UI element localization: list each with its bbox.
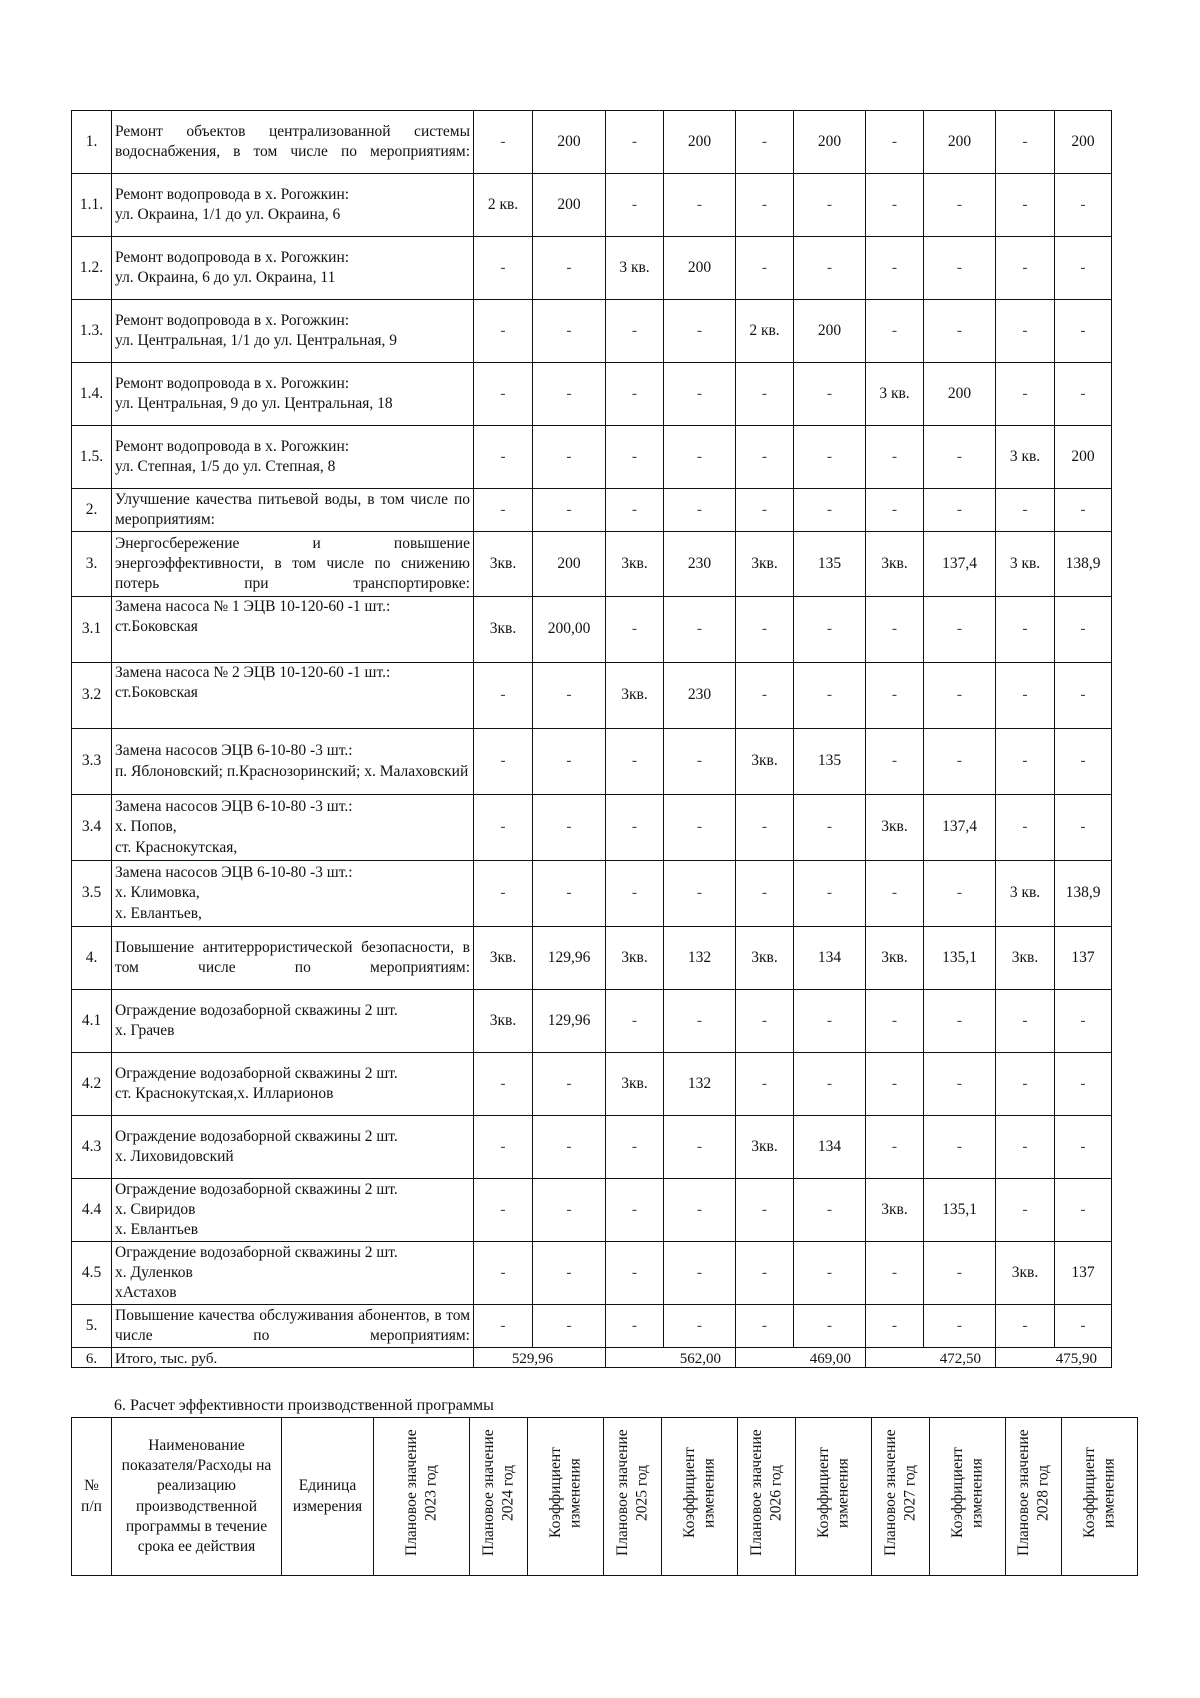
value-cell: 200: [533, 532, 606, 597]
value-cell: -: [664, 489, 736, 532]
total-value: 475,90: [996, 1348, 1112, 1368]
value-cell: -: [606, 174, 664, 237]
value-cell: -: [794, 861, 866, 927]
value-cell: 2 кв.: [474, 174, 533, 237]
value-cell: 3кв.: [474, 532, 533, 597]
value-cell: -: [794, 1305, 866, 1348]
row-description: Ремонт объектов централизованной системы водоснабжения, в том числе по мероприятиям:: [112, 111, 474, 174]
value-cell: -: [924, 990, 996, 1053]
efficiency-table: [71, 1417, 1138, 1576]
value-cell: -: [866, 861, 924, 927]
value-cell: 137: [1055, 1242, 1112, 1305]
value-cell: -: [606, 795, 664, 861]
value-cell: -: [474, 1116, 533, 1179]
value-cell: -: [866, 597, 924, 663]
value-cell: -: [866, 111, 924, 174]
value-cell: -: [533, 663, 606, 729]
value-cell: 200: [664, 111, 736, 174]
row-description: Ремонт водопровода в х. Рогожкин: ул. Окраина, 6 до ул. Окраина, 11: [112, 237, 474, 300]
value-cell: -: [736, 597, 794, 663]
value-cell: -: [474, 111, 533, 174]
value-cell: -: [924, 1053, 996, 1116]
value-cell: -: [924, 861, 996, 927]
value-cell: -: [474, 237, 533, 300]
section-title: 6. Расчет эффективности производственной программы: [114, 1397, 494, 1414]
total-label: Итого, тыс. руб.: [112, 1348, 474, 1368]
value-cell: 3кв.: [866, 795, 924, 861]
value-cell: -: [1055, 1053, 1112, 1116]
value-cell: -: [996, 1305, 1055, 1348]
value-cell: 3кв.: [474, 990, 533, 1053]
value-cell: -: [996, 111, 1055, 174]
value-cell: -: [736, 111, 794, 174]
value-cell: -: [533, 426, 606, 489]
row-description: Улучшение качества питьевой воды, в том числе по мероприятиям:: [112, 489, 474, 532]
value-cell: -: [924, 1305, 996, 1348]
row-number: 5.: [72, 1305, 112, 1348]
value-cell: -: [664, 174, 736, 237]
row-description: Повышение антитеррористической безопасности, в том числе по мероприятиям:: [112, 927, 474, 990]
header-cell: Коэффициент изменения: [528, 1418, 604, 1576]
row-number: 6.: [72, 1348, 112, 1368]
value-cell: 3 кв.: [866, 363, 924, 426]
value-cell: -: [794, 1179, 866, 1242]
value-cell: -: [794, 1242, 866, 1305]
value-cell: -: [924, 426, 996, 489]
value-cell: -: [474, 426, 533, 489]
value-cell: -: [606, 1116, 664, 1179]
value-cell: -: [794, 1053, 866, 1116]
total-value: 562,00: [606, 1348, 736, 1368]
value-cell: 230: [664, 663, 736, 729]
row-number: 1.5.: [72, 426, 112, 489]
value-cell: -: [1055, 363, 1112, 426]
value-cell: -: [866, 1053, 924, 1116]
row-description: Замена насоса № 2 ЭЦВ 10-120-60 -1 шт.: ст.Боковская: [112, 663, 474, 729]
row-number: 3.: [72, 532, 112, 597]
value-cell: 3 кв.: [606, 237, 664, 300]
value-cell: 135: [794, 729, 866, 795]
value-cell: -: [1055, 237, 1112, 300]
value-cell: 135: [794, 532, 866, 597]
row-number: 1.2.: [72, 237, 112, 300]
value-cell: -: [1055, 1179, 1112, 1242]
row-number: 4.3: [72, 1116, 112, 1179]
table-row: [72, 795, 1112, 861]
value-cell: -: [1055, 1116, 1112, 1179]
value-cell: -: [664, 300, 736, 363]
row-number: 1.1.: [72, 174, 112, 237]
value-cell: 3 кв.: [996, 532, 1055, 597]
value-cell: -: [736, 237, 794, 300]
value-cell: -: [736, 1053, 794, 1116]
value-cell: -: [533, 1116, 606, 1179]
value-cell: -: [794, 363, 866, 426]
value-cell: 138,9: [1055, 532, 1112, 597]
value-cell: -: [664, 729, 736, 795]
value-cell: -: [533, 795, 606, 861]
value-cell: 137,4: [924, 795, 996, 861]
row-description: Замена насосов ЭЦВ 6-10-80 -3 шт.: х. Попов, ст. Краснокутская,: [112, 795, 474, 861]
value-cell: -: [664, 795, 736, 861]
value-cell: 132: [664, 1053, 736, 1116]
value-cell: -: [866, 300, 924, 363]
value-cell: -: [474, 1305, 533, 1348]
table-row: [72, 990, 1112, 1053]
header-cell: Плановое значение 2025 год: [604, 1418, 662, 1576]
value-cell: 135,1: [924, 1179, 996, 1242]
value-cell: -: [736, 1305, 794, 1348]
value-cell: 3кв.: [996, 1242, 1055, 1305]
value-cell: 138,9: [1055, 861, 1112, 927]
value-cell: 3кв.: [606, 1053, 664, 1116]
value-cell: 3кв.: [866, 1179, 924, 1242]
value-cell: 3кв.: [996, 927, 1055, 990]
row-number: 4.5: [72, 1242, 112, 1305]
value-cell: -: [866, 1116, 924, 1179]
value-cell: -: [664, 1179, 736, 1242]
value-cell: 3кв.: [474, 597, 533, 663]
value-cell: -: [533, 1242, 606, 1305]
value-cell: -: [474, 300, 533, 363]
value-cell: -: [1055, 795, 1112, 861]
row-description: Энергосбережение и повышение энергоэффективности, в том числе по снижению потерь при транспортировке:: [112, 532, 474, 597]
value-cell: -: [474, 861, 533, 927]
value-cell: -: [474, 363, 533, 426]
value-cell: 3кв.: [606, 927, 664, 990]
value-cell: 3кв.: [736, 532, 794, 597]
value-cell: -: [794, 237, 866, 300]
value-cell: -: [736, 795, 794, 861]
value-cell: 200: [533, 174, 606, 237]
value-cell: -: [474, 1179, 533, 1242]
value-cell: -: [996, 1179, 1055, 1242]
value-cell: -: [736, 174, 794, 237]
value-cell: -: [924, 174, 996, 237]
value-cell: 3кв.: [736, 729, 794, 795]
row-number: 4.1: [72, 990, 112, 1053]
table-row: [72, 363, 1112, 426]
value-cell: -: [533, 237, 606, 300]
row-number: 1.3.: [72, 300, 112, 363]
measures-table: [71, 110, 1112, 1368]
value-cell: -: [996, 237, 1055, 300]
value-cell: -: [996, 1053, 1055, 1116]
value-cell: -: [1055, 174, 1112, 237]
value-cell: 200: [924, 363, 996, 426]
header-cell: № п/п: [72, 1418, 112, 1576]
row-description: Замена насосов ЭЦВ 6-10-80 -3 шт.: х. Климовка, х. Евлантьев,: [112, 861, 474, 927]
value-cell: -: [533, 861, 606, 927]
value-cell: -: [996, 795, 1055, 861]
header-cell: Коэффициент изменения: [796, 1418, 872, 1576]
value-cell: -: [794, 489, 866, 532]
table-row: [72, 1305, 1112, 1348]
value-cell: -: [736, 990, 794, 1053]
row-number: 4.2: [72, 1053, 112, 1116]
header-cell: Плановое значение 2026 год: [738, 1418, 796, 1576]
row-description: Ограждение водозаборной скважины 2 шт. х. Свиридов х. Евлантьев: [112, 1179, 474, 1242]
header-cell: Плановое значение 2024 год: [470, 1418, 528, 1576]
value-cell: -: [924, 237, 996, 300]
value-cell: -: [474, 795, 533, 861]
efficiency-header-row: [72, 1418, 1138, 1576]
value-cell: 200: [1055, 111, 1112, 174]
value-cell: -: [664, 363, 736, 426]
value-cell: -: [924, 729, 996, 795]
row-description: Ограждение водозаборной скважины 2 шт. ст. Краснокутская,х. Илларионов: [112, 1053, 474, 1116]
table-row: [72, 1179, 1112, 1242]
value-cell: 135,1: [924, 927, 996, 990]
header-cell: Коэффициент изменения: [930, 1418, 1006, 1576]
value-cell: 200: [794, 300, 866, 363]
value-cell: 200: [1055, 426, 1112, 489]
value-cell: -: [606, 363, 664, 426]
table-row: [72, 927, 1112, 990]
value-cell: -: [606, 1242, 664, 1305]
value-cell: -: [996, 300, 1055, 363]
value-cell: -: [606, 990, 664, 1053]
header-cell: Единица измерения: [282, 1418, 374, 1576]
row-description: Повышение качества обслуживания абонентов, в том числе по мероприятиям:: [112, 1305, 474, 1348]
value-cell: -: [474, 1242, 533, 1305]
value-cell: -: [533, 363, 606, 426]
value-cell: -: [533, 300, 606, 363]
value-cell: -: [606, 426, 664, 489]
total-value: 469,00: [736, 1348, 866, 1368]
row-description: Ремонт водопровода в х. Рогожкин: ул. Окраина, 1/1 до ул. Окраина, 6: [112, 174, 474, 237]
value-cell: -: [794, 597, 866, 663]
value-cell: -: [794, 426, 866, 489]
row-number: 3.4: [72, 795, 112, 861]
value-cell: -: [1055, 597, 1112, 663]
value-cell: 3 кв.: [996, 426, 1055, 489]
value-cell: -: [664, 1242, 736, 1305]
value-cell: -: [996, 1116, 1055, 1179]
table-row: [72, 1116, 1112, 1179]
value-cell: -: [533, 489, 606, 532]
row-description: Ограждение водозаборной скважины 2 шт. х. Дуленков хАстахов: [112, 1242, 474, 1305]
table-row: [72, 111, 1112, 174]
value-cell: -: [996, 489, 1055, 532]
row-description: Ремонт водопровода в х. Рогожкин: ул. Центральная, 9 до ул. Центральная, 18: [112, 363, 474, 426]
table-row: [72, 663, 1112, 729]
value-cell: -: [606, 1179, 664, 1242]
total-value: 472,50: [866, 1348, 996, 1368]
table-row: [72, 1242, 1112, 1305]
table-row: [72, 861, 1112, 927]
table-row: [72, 597, 1112, 663]
value-cell: -: [996, 990, 1055, 1053]
value-cell: -: [866, 426, 924, 489]
row-description: Замена насоса № 1 ЭЦВ 10-120-60 -1 шт.: ст.Боковская: [112, 597, 474, 663]
value-cell: -: [866, 663, 924, 729]
row-description: Замена насосов ЭЦВ 6-10-80 -3 шт.: п. Яблоновский; п.Краснозоринский; х. Малаховский: [112, 729, 474, 795]
table-row: [72, 729, 1112, 795]
table-row: [72, 532, 1112, 597]
value-cell: -: [924, 597, 996, 663]
value-cell: -: [996, 363, 1055, 426]
value-cell: -: [924, 1242, 996, 1305]
value-cell: -: [664, 1116, 736, 1179]
value-cell: -: [866, 237, 924, 300]
value-cell: 3кв.: [736, 1116, 794, 1179]
value-cell: -: [866, 1242, 924, 1305]
value-cell: -: [866, 729, 924, 795]
header-cell: Плановое значение 2027 год: [872, 1418, 930, 1576]
row-description: Ремонт водопровода в х. Рогожкин: ул. Центральная, 1/1 до ул. Центральная, 9: [112, 300, 474, 363]
value-cell: -: [606, 300, 664, 363]
value-cell: -: [474, 663, 533, 729]
value-cell: -: [736, 489, 794, 532]
header-cell: Коэффициент изменения: [1062, 1418, 1138, 1576]
value-cell: 132: [664, 927, 736, 990]
value-cell: -: [736, 426, 794, 489]
table-row: [72, 300, 1112, 363]
value-cell: -: [606, 861, 664, 927]
value-cell: -: [533, 729, 606, 795]
value-cell: -: [794, 795, 866, 861]
value-cell: 3кв.: [736, 927, 794, 990]
value-cell: -: [474, 729, 533, 795]
value-cell: -: [1055, 1305, 1112, 1348]
value-cell: -: [474, 489, 533, 532]
value-cell: -: [474, 1053, 533, 1116]
value-cell: -: [924, 489, 996, 532]
value-cell: -: [794, 663, 866, 729]
value-cell: 200,00: [533, 597, 606, 663]
value-cell: -: [736, 363, 794, 426]
value-cell: 2 кв.: [736, 300, 794, 363]
table-row: [72, 426, 1112, 489]
value-cell: -: [996, 663, 1055, 729]
header-cell: Плановое значение 2023 год: [374, 1418, 470, 1576]
value-cell: -: [866, 990, 924, 1053]
value-cell: -: [606, 729, 664, 795]
value-cell: -: [606, 597, 664, 663]
value-cell: 3кв.: [606, 663, 664, 729]
row-number: 1.4.: [72, 363, 112, 426]
value-cell: -: [606, 111, 664, 174]
value-cell: -: [866, 174, 924, 237]
row-description: Ограждение водозаборной скважины 2 шт. х. Лиховидовский: [112, 1116, 474, 1179]
value-cell: 230: [664, 532, 736, 597]
table-row: [72, 174, 1112, 237]
value-cell: -: [1055, 300, 1112, 363]
value-cell: 3кв.: [606, 532, 664, 597]
value-cell: -: [996, 729, 1055, 795]
row-number: 3.2: [72, 663, 112, 729]
value-cell: -: [866, 489, 924, 532]
value-cell: -: [924, 663, 996, 729]
value-cell: -: [533, 1179, 606, 1242]
value-cell: -: [794, 990, 866, 1053]
value-cell: -: [736, 1242, 794, 1305]
value-cell: -: [736, 861, 794, 927]
value-cell: -: [606, 1305, 664, 1348]
value-cell: -: [533, 1305, 606, 1348]
value-cell: -: [1055, 729, 1112, 795]
table-row: [72, 237, 1112, 300]
value-cell: 3кв.: [474, 927, 533, 990]
row-number: 1.: [72, 111, 112, 174]
row-description: Ремонт водопровода в х. Рогожкин: ул. Степная, 1/5 до ул. Степная, 8: [112, 426, 474, 489]
row-number: 3.5: [72, 861, 112, 927]
value-cell: -: [664, 990, 736, 1053]
value-cell: 137,4: [924, 532, 996, 597]
value-cell: 134: [794, 1116, 866, 1179]
value-cell: -: [606, 489, 664, 532]
value-cell: -: [664, 426, 736, 489]
value-cell: 200: [924, 111, 996, 174]
total-value: 529,96: [474, 1348, 606, 1368]
row-description: Ограждение водозаборной скважины 2 шт. х. Грачев: [112, 990, 474, 1053]
value-cell: 129,96: [533, 990, 606, 1053]
value-cell: -: [794, 174, 866, 237]
total-row: [72, 1348, 1112, 1368]
value-cell: -: [1055, 489, 1112, 532]
value-cell: -: [866, 1305, 924, 1348]
header-cell: Наименование показателя/Расходы на реализацию производственной программы в течение срока ее действия: [112, 1418, 282, 1576]
table-row: [72, 489, 1112, 532]
row-number: 2.: [72, 489, 112, 532]
row-number: 3.1: [72, 597, 112, 663]
value-cell: -: [664, 597, 736, 663]
value-cell: 3кв.: [866, 927, 924, 990]
value-cell: 200: [794, 111, 866, 174]
value-cell: 137: [1055, 927, 1112, 990]
header-cell: Плановое значение 2028 год: [1006, 1418, 1062, 1576]
value-cell: -: [996, 174, 1055, 237]
value-cell: 129,96: [533, 927, 606, 990]
value-cell: -: [924, 1116, 996, 1179]
value-cell: -: [924, 300, 996, 363]
value-cell: -: [533, 1053, 606, 1116]
value-cell: -: [996, 597, 1055, 663]
value-cell: 3 кв.: [996, 861, 1055, 927]
row-number: 3.3: [72, 729, 112, 795]
row-number: 4.4: [72, 1179, 112, 1242]
value-cell: -: [736, 663, 794, 729]
value-cell: 200: [533, 111, 606, 174]
table-row: [72, 1053, 1112, 1116]
value-cell: -: [736, 1179, 794, 1242]
value-cell: 200: [664, 237, 736, 300]
header-cell: Коэффициент изменения: [662, 1418, 738, 1576]
row-number: 4.: [72, 927, 112, 990]
value-cell: -: [664, 1305, 736, 1348]
value-cell: -: [1055, 663, 1112, 729]
value-cell: -: [1055, 990, 1112, 1053]
value-cell: -: [664, 861, 736, 927]
value-cell: 134: [794, 927, 866, 990]
value-cell: 3кв.: [866, 532, 924, 597]
